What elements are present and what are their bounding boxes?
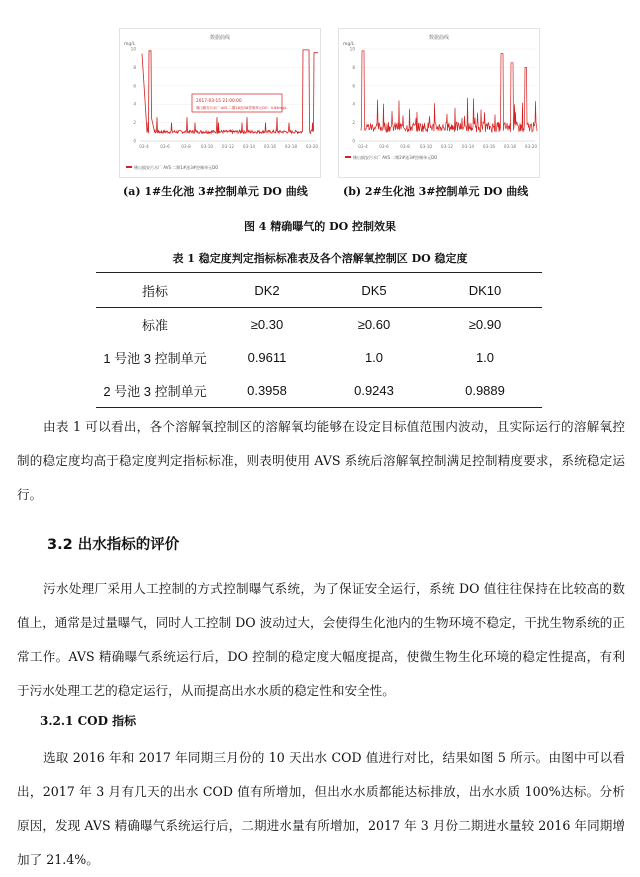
y-tick-label: 4 [352,101,355,107]
y-tick-label: 2 [352,120,355,126]
chart-b-series-line [361,51,537,132]
chart-a-window-title: 数据曲线 [209,35,231,41]
x-tick-label: 03-20 [305,144,319,149]
table-cell: 2 号池 3 控制单元 [103,384,207,399]
chart-b [338,28,540,178]
x-tick-label: 03-18 [284,144,298,149]
table-cell: ≥0.90 [468,317,502,332]
chart-b-x-ticks [358,144,537,149]
table-title: 表 1 稳定度判定指标标准表及各个溶解氧控制区 DO 稳定度 [172,252,468,265]
x-tick-label: 03-16 [482,144,496,149]
header-cell: DK10 [468,282,502,298]
x-tick-label: 03-8 [400,144,410,149]
y-tick-label: 2 [133,120,136,126]
chart-a-unit: mg/L [124,42,136,47]
x-tick-label: 03-12 [440,144,454,149]
table-cell: 0.9889 [465,383,505,398]
table-cell: 1.0 [475,350,495,365]
y-tick-label: 10 [349,46,355,52]
caption-b: (b) 2#生化池 3#控制单元 DO 曲线 [343,185,529,198]
paragraph-2: 污水处理厂采用人工控制的方式控制曝气系统，为了保证安全运行，系统 DO 值往往保持在比较高的数值上，通常是过量曝气，同时人工控制 DO 波动过大，会使得生化池内的生物环境不稳定，干扰生物系统的正常工作。AVS 精确曝气系统运行后，DO 控制的稳定度大幅度提高，使微生物生化环境的稳定性提高，有利于污水处理工艺的稳定运行，从而提高出水水质的稳定性和安全性。 [17,581,625,698]
x-tick-label: 03-6 [379,144,389,149]
chart-b-window-title: 数据曲线 [428,35,450,41]
chart-b-legend: 佛山镇安污水厂 AVS 二期2#池3#控制单元DO [353,155,438,160]
header-cell: 指标 [141,283,168,299]
table-cell: 标准 [141,318,168,333]
x-tick-label: 03-12 [221,144,235,149]
x-tick-label: 03-14 [461,144,475,149]
table-cell: 0.9611 [247,350,287,365]
x-tick-label: 03-4 [139,144,149,149]
table-cell: 0.3958 [247,383,287,398]
chart-a-x-ticks [139,144,318,149]
y-tick-label: 6 [133,83,136,89]
table-cell: 0.9243 [354,383,394,398]
x-tick-label: 03-6 [160,144,170,149]
table-row [96,374,542,408]
chart-b-legend-swatch [345,156,351,158]
table-header-row [96,273,542,308]
chart-a-tooltip-line1: 2017-03-15 21:00:00 [196,99,242,104]
chart-a-legend-swatch [126,166,132,168]
header-cell: DK5 [361,282,387,298]
chart-a [119,28,321,178]
table-row [96,308,542,342]
figure-title: 图 4 精确曝气的 DO 控制效果 [243,220,397,233]
header-cell: DK2 [254,282,280,298]
y-tick-label: 0 [133,138,136,144]
stability-table [96,272,542,408]
x-tick-label: 03-14 [242,144,256,149]
x-tick-label: 03-10 [419,144,433,149]
subsection-heading: 3.2.1 COD 指标 [40,714,137,728]
x-tick-label: 03-20 [524,144,538,149]
table-cell: 1.0 [364,350,384,365]
section-heading: 3.2 出水指标的评价 [47,537,180,553]
x-tick-label: 03-18 [503,144,517,149]
paragraph-3: 选取 2016 年和 2017 年同期三月份的 10 天出水 COD 值进行对比，结果如图 5 所示。由图中可以看出，2017 年 3 月有几天的出水 COD 值有所增加，但出水水质都能达标排放，出水水质 100%达标。分析原因，发现 AVS 精确曝气系统运行后，二期进水量有所增加，2017 年 3 月份二期进水量较 2016 年同期增加了 21.4%。 [17,750,625,867]
y-tick-label: 10 [130,46,136,52]
chart-a-tooltip [192,94,287,112]
x-tick-label: 03-16 [263,144,277,149]
y-tick-label: 0 [352,138,355,144]
y-tick-label: 4 [133,101,136,107]
y-tick-label: 8 [133,64,136,70]
chart-a-svg [120,29,320,177]
x-tick-label: 03-4 [358,144,368,149]
chart-a-series-line [142,50,318,133]
table-cell: ≥0.30 [250,317,284,332]
chart-b-unit: mg/L [343,42,355,47]
chart-b-svg [339,29,539,177]
table-cell: ≥0.60 [357,317,391,332]
caption-a: (a) 1#生化池 3#控制单元 DO 曲线 [123,185,308,198]
x-tick-label: 03-10 [200,144,214,149]
table-cell: 1 号池 3 控制单元 [103,351,207,366]
chart-a-tooltip-line2: 佛山镇安污水厂 AVS 二期1#池3#控制单元DO：0.84mg/L [196,106,287,110]
x-tick-label: 03-8 [181,144,191,149]
y-tick-label: 6 [352,83,355,89]
chart-a-legend: 佛山镇安污水厂 AVS 二期1#池3#控制单元DO [134,165,219,170]
paragraph-1: 由表 1 可以看出，各个溶解氧控制区的溶解氧均能够在设定目标值范围内波动，且实际运行的溶解氧控制的稳定度均高于稳定度判定指标标准，则表明使用 AVS 系统后溶解氧控制满足控制精度要求，系统稳定运行。 [17,419,625,502]
table-row [96,341,542,374]
y-tick-label: 8 [352,64,355,70]
